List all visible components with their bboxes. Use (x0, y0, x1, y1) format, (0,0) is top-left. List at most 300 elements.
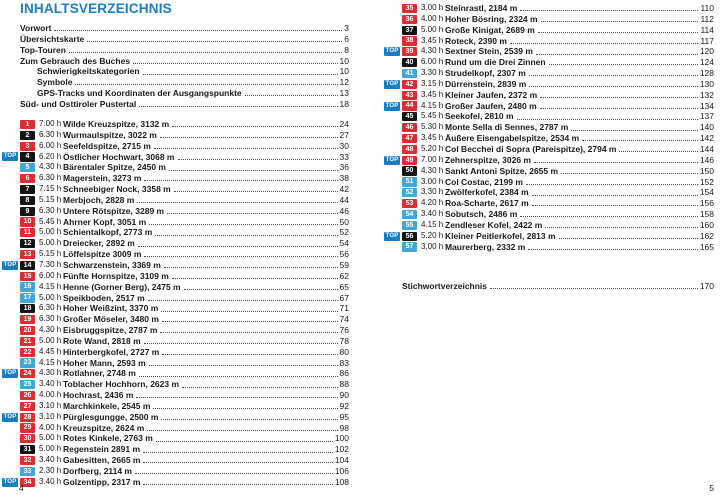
tour-name: Äußere Eisengabelspitze, 2534 m (445, 133, 580, 144)
tour-name: Großer Jaufen, 2480 m (445, 100, 537, 111)
tour-page-number: 150 (699, 165, 714, 176)
tour-number-badge: 54 (402, 210, 417, 219)
top-slot (2, 467, 20, 476)
tour-page-number: 114 (700, 24, 714, 35)
tour-row (384, 198, 714, 209)
tour-time: 6.30 h (39, 173, 62, 183)
tour-page-number: 142 (699, 133, 714, 144)
top-slot (2, 348, 20, 357)
top-slot (2, 424, 20, 433)
tour-page-number: 38 (339, 173, 349, 184)
tour-number-badge: 19 (20, 315, 35, 324)
tour-page-number: 83 (339, 357, 349, 368)
top-slot (2, 434, 20, 443)
tour-row (2, 238, 349, 249)
tour-number-badge: 55 (402, 221, 417, 230)
tour-row (384, 90, 714, 101)
leader-dots (87, 41, 342, 42)
tour-row (2, 206, 349, 217)
tour-number-badge: 33 (20, 467, 35, 476)
tour-page-number: 71 (339, 303, 349, 314)
tour-row (2, 260, 349, 271)
entry-label: Süd- und Osttiroler Pustertal (20, 98, 137, 109)
tour-page-number: 62 (339, 270, 349, 281)
tour-page-number: 124 (699, 57, 714, 68)
top-badge: TOP (385, 102, 399, 109)
tour-number-badge: 27 (20, 402, 35, 411)
leader-dots (540, 108, 698, 109)
tour-name: Kleiner Jaufen, 2372 m (445, 89, 538, 100)
leader-dots (536, 54, 698, 55)
tour-row (384, 166, 714, 177)
tour-row (2, 217, 349, 228)
tour-name: Marchkinkele, 2545 m (63, 400, 151, 411)
tour-name: Pürglesgungge, 2500 m (63, 411, 159, 422)
tour-number-badge: 38 (402, 36, 417, 45)
tour-row (384, 79, 714, 90)
entry-label: Übersichtskarte (20, 33, 85, 44)
entry-page-number: 6 (344, 33, 349, 44)
tour-name: Eisbruggspitze, 2787 m (63, 325, 158, 336)
tour-name: Monte Sella di Sennes, 2787 m (445, 122, 569, 133)
tour-time: 6.00 h (39, 140, 62, 150)
leader-dots (144, 256, 337, 257)
tour-number-badge: 5 (20, 163, 35, 172)
leader-dots (529, 75, 698, 76)
tour-name: Bärentaler Spitze, 2450 m (63, 162, 166, 173)
tour-time: 3.30 h (421, 187, 444, 197)
leader-dots (619, 151, 697, 152)
entry-label: Top-Touren (20, 44, 66, 55)
leader-dots (54, 30, 342, 31)
leader-dots (133, 63, 337, 64)
tour-number-badge: 51 (402, 177, 417, 186)
tour-row (2, 477, 349, 488)
top-slot (384, 242, 402, 251)
top-slot (384, 36, 402, 45)
tour-time: 4.00 h (421, 13, 444, 23)
tour-time: 4.30 h (39, 162, 62, 172)
leader-dots (526, 184, 698, 185)
tour-row (2, 162, 349, 173)
entry-label: Symbole (37, 77, 73, 88)
tour-page-number: 36 (339, 162, 349, 173)
tour-number-badge: 24 (20, 369, 35, 378)
tour-number-badge: 22 (20, 348, 35, 357)
tour-time: 4.00 h (39, 422, 62, 432)
leader-dots (164, 267, 338, 268)
leader-dots (510, 43, 699, 44)
top-slot (384, 221, 402, 230)
entry-label: Zum Gebrauch des Buches (20, 55, 131, 66)
leader-dots (545, 227, 697, 228)
tour-name: Zendleser Kofel, 2422 m (445, 219, 543, 230)
top-slot (384, 134, 402, 143)
tour-name: Rote Wand, 2818 m (63, 335, 141, 346)
top-slot (2, 315, 20, 324)
top-slot (2, 131, 20, 140)
tour-time: 3.30 h (421, 68, 444, 78)
tour-page-number: 162 (699, 230, 714, 241)
leader-dots (520, 10, 698, 11)
entry-page-number: 170 (699, 281, 714, 291)
tour-time: 6.20 h (39, 151, 62, 161)
tour-page-number: 67 (339, 292, 349, 303)
tour-number-badge: 39 (402, 47, 417, 56)
tour-page-number: 50 (339, 216, 349, 227)
tour-name: Seefeldspitze, 2715 m (63, 140, 151, 151)
tour-page-number: 95 (339, 411, 349, 422)
tour-name: Kleiner Peitlerkofel, 2813 m (445, 230, 556, 241)
leader-dots (136, 397, 337, 398)
tour-number-badge: 21 (20, 337, 35, 346)
tour-name: Sankt Antoni Spitze, 2655 m (445, 165, 559, 176)
tour-page-number: 42 (339, 184, 349, 195)
tour-time: 3.40 h (39, 455, 62, 465)
tour-number-badge: 35 (402, 4, 417, 13)
tour-time: 6.30 h (39, 314, 62, 324)
tour-page-number: 33 (339, 151, 349, 162)
tour-page-number: 24 (339, 119, 349, 129)
top-badge: TOP (3, 413, 17, 420)
tour-number-badge: 42 (402, 80, 417, 89)
tour-number-badge: 15 (20, 272, 35, 281)
tour-row (384, 101, 714, 112)
tour-number-badge: 53 (402, 199, 417, 208)
leader-dots (184, 289, 338, 290)
tour-name: Roteck, 2390 m (445, 35, 507, 46)
top-slot (384, 102, 402, 111)
toc-entry (2, 45, 349, 56)
tour-row (2, 423, 349, 434)
tour-page-number: 74 (339, 314, 349, 325)
leader-dots (153, 408, 337, 409)
tour-number-badge: 41 (402, 69, 417, 78)
leader-dots (532, 195, 698, 196)
leader-dots (549, 64, 698, 65)
tour-page-number: 30 (339, 140, 349, 151)
tour-number-badge: 46 (402, 123, 417, 132)
top-slot (2, 272, 20, 281)
top-slot (384, 199, 402, 208)
leader-dots (582, 140, 698, 141)
tour-time: 4.15 h (39, 281, 62, 291)
tour-row (2, 249, 349, 260)
tour-row (2, 347, 349, 358)
tour-time: 3.40 h (39, 476, 62, 486)
tour-row (2, 293, 349, 304)
tour-number-badge: 47 (402, 134, 417, 143)
tour-row (384, 25, 714, 36)
tour-number-badge: 34 (20, 478, 35, 487)
top-slot (2, 478, 20, 487)
tour-number-badge: 32 (20, 456, 35, 465)
tour-name: Roa-Scharte, 2617 m (445, 198, 529, 209)
tour-time: 3.15 h (421, 78, 444, 88)
tour-time: 5.20 h (421, 143, 444, 153)
tour-row (384, 68, 714, 79)
tour-number-badge: 57 (402, 242, 417, 251)
leader-dots (144, 180, 337, 181)
tour-number-badge: 43 (402, 91, 417, 100)
tour-time: 4.00 h (39, 390, 62, 400)
tour-name: Großer Möseler, 3480 m (63, 314, 159, 325)
tour-page-number: 158 (699, 209, 714, 220)
tour-number-badge: 23 (20, 358, 35, 367)
tour-time: 5.00 h (39, 238, 62, 248)
tour-name: Golzentipp, 2317 m (63, 476, 141, 487)
top-slot (2, 152, 20, 161)
tour-name: Steinrastl, 2184 m (445, 3, 518, 13)
tour-time: 3.45 h (421, 89, 444, 99)
tour-time: 4.15 h (421, 219, 444, 229)
tour-row (384, 155, 714, 166)
tour-row (2, 390, 349, 401)
tour-page-number: 102 (334, 444, 349, 455)
top-slot (384, 177, 402, 186)
tour-page-number: 27 (339, 129, 349, 140)
tour-page-number: 130 (699, 78, 714, 89)
tour-number-badge: 2 (20, 131, 35, 140)
tour-name: Zwölferkofel, 2384 m (445, 187, 529, 198)
top-slot (384, 4, 402, 13)
tour-page-number: 128 (699, 68, 714, 79)
top-slot (2, 174, 20, 183)
top-slot (384, 69, 402, 78)
tour-page-number: 106 (334, 466, 349, 476)
top-slot (384, 232, 402, 241)
tour-row (2, 303, 349, 314)
tour-time: 3.00 h (421, 241, 444, 251)
tour-name: Hinterbergkofel, 2727 m (63, 346, 160, 357)
top-badge: TOP (3, 478, 17, 485)
tour-list-left (2, 119, 349, 488)
leader-dots (174, 191, 338, 192)
tour-number-badge: 1 (20, 120, 35, 129)
tour-page-number: 56 (339, 249, 349, 260)
tour-name: Untere Rötspitze, 3289 m (63, 205, 165, 216)
entry-page-number: 3 (344, 23, 349, 33)
tour-name: Col Costac, 2199 m (445, 176, 523, 187)
tour-name: Rotes Kinkele, 2763 m (63, 433, 153, 444)
tour-page-number: 165 (699, 241, 714, 252)
top-slot (2, 369, 20, 378)
top-slot (2, 218, 20, 227)
tour-name: Hochrast, 2436 m (63, 390, 134, 401)
tour-row (2, 444, 349, 455)
leader-dots (144, 343, 338, 344)
tour-time: 5.45 h (421, 111, 444, 121)
tour-time: 5.00 h (421, 24, 444, 34)
top-slot (2, 142, 20, 151)
tour-name: Wurmaulspitze, 3022 m (63, 129, 157, 140)
entry-page-number: 10 (339, 55, 349, 66)
folio-left: 4 (19, 483, 24, 493)
top-badge: TOP (385, 48, 399, 55)
top-slot (384, 26, 402, 35)
toc-entry (2, 56, 349, 67)
tour-time: 3.00 h (421, 176, 444, 186)
entry-label: Stichwortverzeichnis (402, 281, 488, 291)
tour-row (2, 325, 349, 336)
tour-time: 3.10 h (39, 411, 62, 421)
tour-number-badge: 29 (20, 423, 35, 432)
leader-dots (538, 32, 699, 33)
leader-dots (559, 238, 698, 239)
toc-entry (2, 88, 349, 99)
tour-name: Sobutsch, 2486 m (445, 209, 518, 220)
leader-dots (138, 246, 338, 247)
tour-name: Dorfberg, 2114 m (63, 466, 132, 476)
tour-page-number: 146 (699, 154, 714, 165)
top-slot (2, 120, 20, 129)
leader-dots (169, 170, 338, 171)
tour-page-number: 54 (339, 238, 349, 249)
tour-name: Ahrner Kopf, 3051 m (63, 216, 147, 227)
tour-page-number: 76 (339, 325, 349, 336)
leader-dots (143, 74, 338, 75)
tour-name: Col Becchei di Sopra (Pareispitze), 2794 m (445, 143, 617, 154)
tour-row (384, 209, 714, 220)
tour-page-number: 52 (339, 227, 349, 238)
leader-dots (162, 354, 337, 355)
tour-name: Östlicher Hochwart, 3068 m (63, 151, 175, 162)
entry-label: GPS-Tracks und Koordinaten der Ausgangspunkte (37, 88, 242, 99)
index-entry-block (384, 281, 714, 292)
tour-time: 3.40 h (39, 379, 62, 389)
top-badge: TOP (385, 156, 399, 163)
tour-time: 6.30 h (39, 303, 62, 313)
tour-name: Toblacher Hochhorn, 2623 m (63, 379, 180, 390)
tour-row (384, 133, 714, 144)
tour-page-number: 132 (699, 89, 714, 100)
tour-row (384, 231, 714, 242)
leader-dots (528, 249, 697, 250)
tour-row (384, 57, 714, 68)
leader-dots (139, 106, 337, 107)
top-slot (2, 445, 20, 454)
tour-page-number: 112 (700, 13, 714, 24)
toc-entry (2, 23, 349, 34)
top-slot (2, 413, 20, 422)
tour-row (2, 433, 349, 444)
entry-page-number: 18 (339, 98, 349, 109)
tour-time: 3.40 h (421, 209, 444, 219)
tour-time: 4.15 h (39, 357, 62, 367)
tour-number-badge: 48 (402, 145, 417, 154)
tour-number-badge: 36 (402, 15, 417, 24)
tour-name: Schientalkopf, 2773 m (63, 227, 153, 238)
tour-page-number: 90 (339, 390, 349, 401)
leader-dots (156, 441, 333, 442)
top-slot (2, 185, 20, 194)
leader-dots (490, 288, 698, 289)
tour-page-number: 98 (339, 422, 349, 433)
tour-time: 5.20 h (421, 230, 444, 240)
tour-name: Merbjoch, 2828 m (63, 194, 135, 205)
top-slot (2, 261, 20, 270)
leader-dots (182, 387, 337, 388)
tour-row (2, 173, 349, 184)
top-slot (2, 337, 20, 346)
tour-number-badge: 52 (402, 188, 417, 197)
tour-time: 3.00 h (421, 3, 444, 12)
tour-number-badge: 6 (20, 174, 35, 183)
tour-number-badge: 56 (402, 232, 417, 241)
tour-row (2, 336, 349, 347)
leader-dots (154, 148, 338, 149)
tour-page-number: 100 (334, 433, 349, 444)
top-slot (2, 196, 20, 205)
leader-dots (143, 462, 332, 463)
tour-page-number: 92 (339, 400, 349, 411)
tour-name: Große Kinigat, 2689 m (445, 24, 535, 35)
tour-page-number: 137 (699, 111, 714, 122)
leader-dots (162, 321, 338, 322)
tour-page-number: 44 (339, 194, 349, 205)
top-slot (2, 207, 20, 216)
tour-number-badge: 28 (20, 413, 35, 422)
tour-time: 5.15 h (39, 249, 62, 259)
tour-row (384, 111, 714, 122)
tour-page-number: 152 (699, 176, 714, 187)
top-slot (384, 58, 402, 67)
leader-dots (541, 21, 699, 22)
tour-time: 7.00 h (39, 119, 62, 128)
top-slot (2, 250, 20, 259)
tour-row (384, 177, 714, 188)
tour-number-badge: 14 (20, 261, 35, 270)
leader-dots (529, 86, 698, 87)
tour-time: 6.00 h (39, 270, 62, 280)
tour-row (2, 130, 349, 141)
top-slot (384, 123, 402, 132)
toc-entry (384, 281, 714, 292)
tour-name: Maurerberg, 2332 m (445, 241, 526, 252)
tour-row (2, 195, 349, 206)
tour-page-number: 117 (700, 35, 714, 46)
tour-number-badge: 10 (20, 217, 35, 226)
leader-dots (75, 84, 337, 85)
tour-row (384, 36, 714, 47)
leader-dots (160, 137, 338, 138)
tour-time: 4.30 h (39, 368, 62, 378)
tour-time: 6.00 h (421, 57, 444, 67)
tour-number-badge: 16 (20, 282, 35, 291)
tour-name: Löffelspitze 3009 m (63, 249, 142, 260)
tour-page-number: 80 (339, 346, 349, 357)
top-badge: TOP (3, 261, 17, 268)
top-slot (384, 156, 402, 165)
tour-name: Rotlahner, 2748 m (63, 368, 136, 379)
top-slot (2, 391, 20, 400)
tour-name: Dreiecker, 2892 m (63, 238, 135, 249)
top-slot (384, 15, 402, 24)
leader-dots (534, 162, 698, 163)
top-slot (2, 402, 20, 411)
tour-row (384, 220, 714, 231)
tour-row (384, 46, 714, 57)
tour-number-badge: 40 (402, 58, 417, 67)
leader-dots (167, 213, 337, 214)
tour-time: 4.15 h (421, 100, 444, 110)
tour-row (384, 187, 714, 198)
tour-time: 4.30 h (421, 165, 444, 175)
tour-time: 7.30 h (39, 259, 62, 269)
top-badge: TOP (385, 232, 399, 239)
top-slot (384, 210, 402, 219)
entry-page-number: 12 (339, 77, 349, 88)
